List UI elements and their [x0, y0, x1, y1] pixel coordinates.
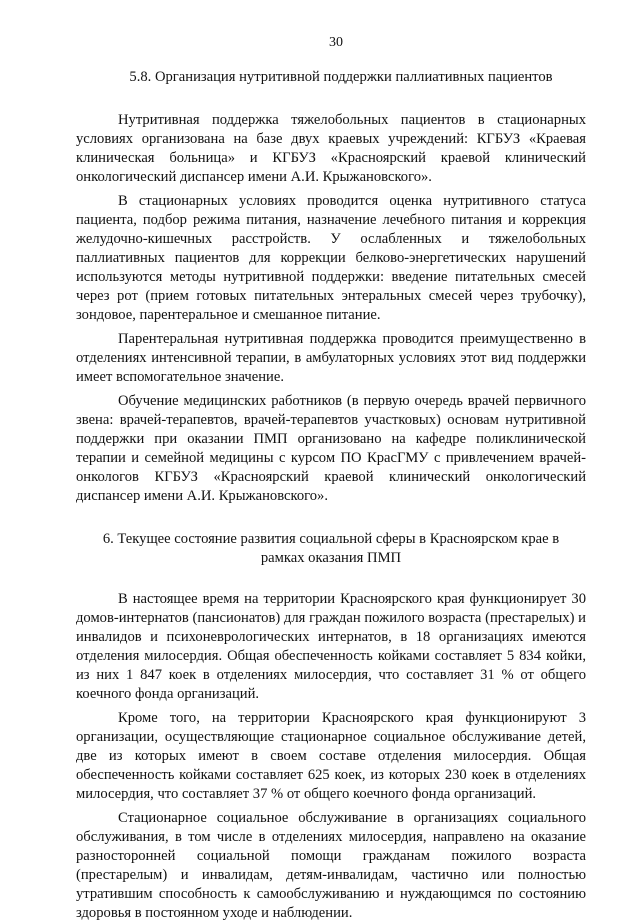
section-heading-5-8: 5.8. Организация нутритивной поддержки паллиативных пациентов	[129, 69, 553, 85]
section-heading-6: 6. Текущее состояние развития социальной сферы в Красноярском крае в рамках оказания ПМП	[102, 531, 560, 566]
paragraph: Стационарное социальное обслуживание в организациях социального обслуживания, в том числе в отделениях милосердия, направлено на оказание разносторонней социальной помощи гражданам пожилого возраста (престарелым) и инвалидам, детям-инвалидам, частично или полностью утратившим способность к самообслуживанию и нуждающимся по состоянию здоровья в постоянном уходе и наблюдении.	[76, 810, 586, 921]
paragraph: Нутритивная поддержка тяжелобольных пациентов в стационарных условиях организована на базе двух краевых учреждений: КГБУЗ «Краевая клиническая больница» и КГБУЗ «Красноярский краевой клинический онкологический диспансер имени А.И. Крыжановского».	[76, 112, 586, 185]
section-body-6	[76, 590, 586, 923]
paragraph: В настоящее время на территории Красноярского края функционирует 30 домов-интернатов (пансионатов) для граждан пожилого возраста (престарелых) и инвалидов и психоневрологических интернатов, в 18 организациях имеются отделения милосердия. Общая обеспеченность койками составляет 5 834 койки, из них 1 847 коек в отделениях милосердия, что составляет 31 % от общего коечного фонда организаций.	[76, 591, 586, 702]
paragraph: Обучение медицинских работников (в первую очередь врачей первичного звена: врачей-терапевтов, врачей-терапевтов участковых) основам нутритивной поддержки при оказании ПМП организовано на кафедре поликлинической терапии и семейной медицины с курсом ПО КрасГМУ с привлечением врачей-онкологов КГБУЗ «Красноярский краевой клинический онкологический диспансер имени А.И. Крыжановского».	[76, 393, 586, 504]
page-number: 30	[329, 35, 343, 50]
paragraph: Кроме того, на территории Красноярского края функционируют 3 организации, осуществляющие стационарное социальное обслуживание детей, две из которых имеют в своем составе отделения милосердия. Общая обеспеченность койками составляет 625 коек, из которых 230 коек в отделениях милосердия, что составляет 37 % от общего коечного фонда организаций.	[76, 710, 586, 802]
paragraph: Парентеральная нутритивная поддержка проводится преимущественно в отделениях интенсивной терапии, в амбулаторных условиях этот вид поддержки имеет вспомогательное значение.	[76, 331, 586, 385]
section-body-5-8	[76, 111, 586, 506]
paragraph: В стационарных условиях проводится оценка нутритивного статуса пациента, подбор режима питания, назначение лечебного питания и коррекция желудочно-кишечных расстройств. У ослабленных и тяжелобольных паллиативных пациентов для коррекции белково-энергетических нарушений используются методы нутритивной поддержки: введение питательных смесей через рот (прием готовых питательных энтеральных смесей через трубочку), зондовое, парентеральное и смешанное питание.	[76, 193, 586, 323]
